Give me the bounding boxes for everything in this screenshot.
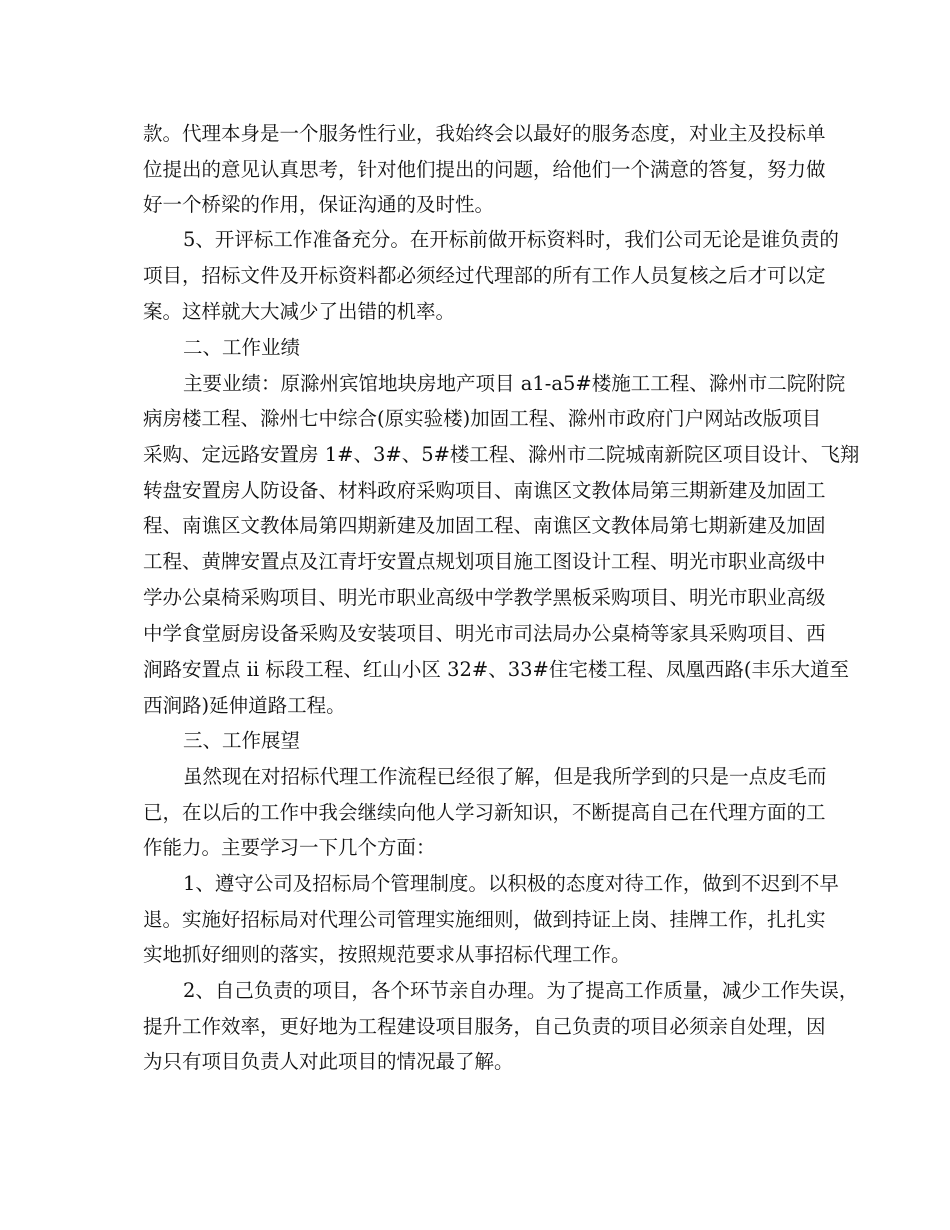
text-line: 西涧路)延伸道路工程。 bbox=[143, 694, 346, 717]
text-line: 5、开评标工作准备充分。在开标前做开标资料时，我们公司无论是谁负责的 bbox=[183, 228, 839, 251]
section-heading: 二、工作业绩 bbox=[183, 336, 301, 359]
text-line: 病房楼工程、滁州七中综合(原实验楼)加固工程、滁州市政府门户网站改版项目 bbox=[143, 407, 822, 430]
text-line: 虽然现在对招标代理工作流程已经很了解，但是我所学到的只是一点皮毛而 bbox=[183, 765, 827, 788]
section-heading: 三、工作展望 bbox=[183, 729, 301, 752]
text-line: 已，在以后的工作中我会继续向他人学习新知识，不断提高自己在代理方面的工 bbox=[143, 801, 826, 824]
text-line: 涧路安置点 ii 标段工程、红山小区 32#、33#住宅楼工程、凤凰西路(丰乐大道至 bbox=[143, 658, 849, 681]
text-line: 实地抓好细则的落实，按照规范要求从事招标代理工作。 bbox=[143, 943, 631, 966]
text-line: 工程、黄牌安置点及江青圩安置点规划项目施工图设计工程、明光市职业高级中 bbox=[143, 550, 826, 573]
text-line: 程、南谯区文教体局第四期新建及加固工程、南谯区文教体局第七期新建及加固 bbox=[143, 514, 826, 537]
text-line: 好一个桥梁的作用，保证沟通的及时性。 bbox=[143, 193, 495, 216]
text-line: 中学食堂厨房设备采购及安装项目、明光市司法局办公桌椅等家具采购项目、西 bbox=[143, 622, 826, 645]
text-line: 主要业绩：原滁州宾馆地块房地产项目 a1-a5#楼施工工程、滁州市二院附院 bbox=[183, 372, 846, 395]
text-line: 作能力。主要学习一下几个方面： bbox=[143, 836, 436, 859]
text-line: 为只有项目负责人对此项目的情况最了解。 bbox=[143, 1050, 514, 1073]
text-line: 学办公桌椅采购项目、明光市职业高级中学教学黑板采购项目、明光市职业高级 bbox=[143, 586, 826, 609]
text-line: 退。实施好招标局对代理公司管理实施细则，做到持证上岗、挂牌工作，扎扎实 bbox=[143, 908, 826, 931]
text-line: 提升工作效率，更好地为工程建设项目服务，自己负责的项目必须亲自处理，因 bbox=[143, 1015, 826, 1038]
text-line: 案。这样就大大减少了出错的机率。 bbox=[143, 300, 456, 323]
text-line: 采购、定远路安置房 1#、3#、5#楼工程、滁州市二院城南新院区项目设计、飞翔 bbox=[143, 443, 860, 466]
text-line: 转盘安置房人防设备、材料政府采购项目、南谯区文教体局第三期新建及加固工 bbox=[143, 479, 826, 502]
text-line: 1、遵守公司及招标局个管理制度。以积极的态度对待工作，做到不迟到不早 bbox=[183, 872, 839, 895]
text-line: 位提出的意见认真思考，针对他们提出的问题，给他们一个满意的答复，努力做 bbox=[143, 158, 826, 181]
text-line: 款。代理本身是一个服务性行业，我始终会以最好的服务态度，对业主及投标单 bbox=[143, 122, 826, 145]
text-line: 项目，招标文件及开标资料都必须经过代理部的所有工作人员复核之后才可以定 bbox=[143, 264, 826, 287]
text-line: 2、自己负责的项目，各个环节亲自办理。为了提高工作质量，减少工作失误， bbox=[183, 979, 859, 1002]
